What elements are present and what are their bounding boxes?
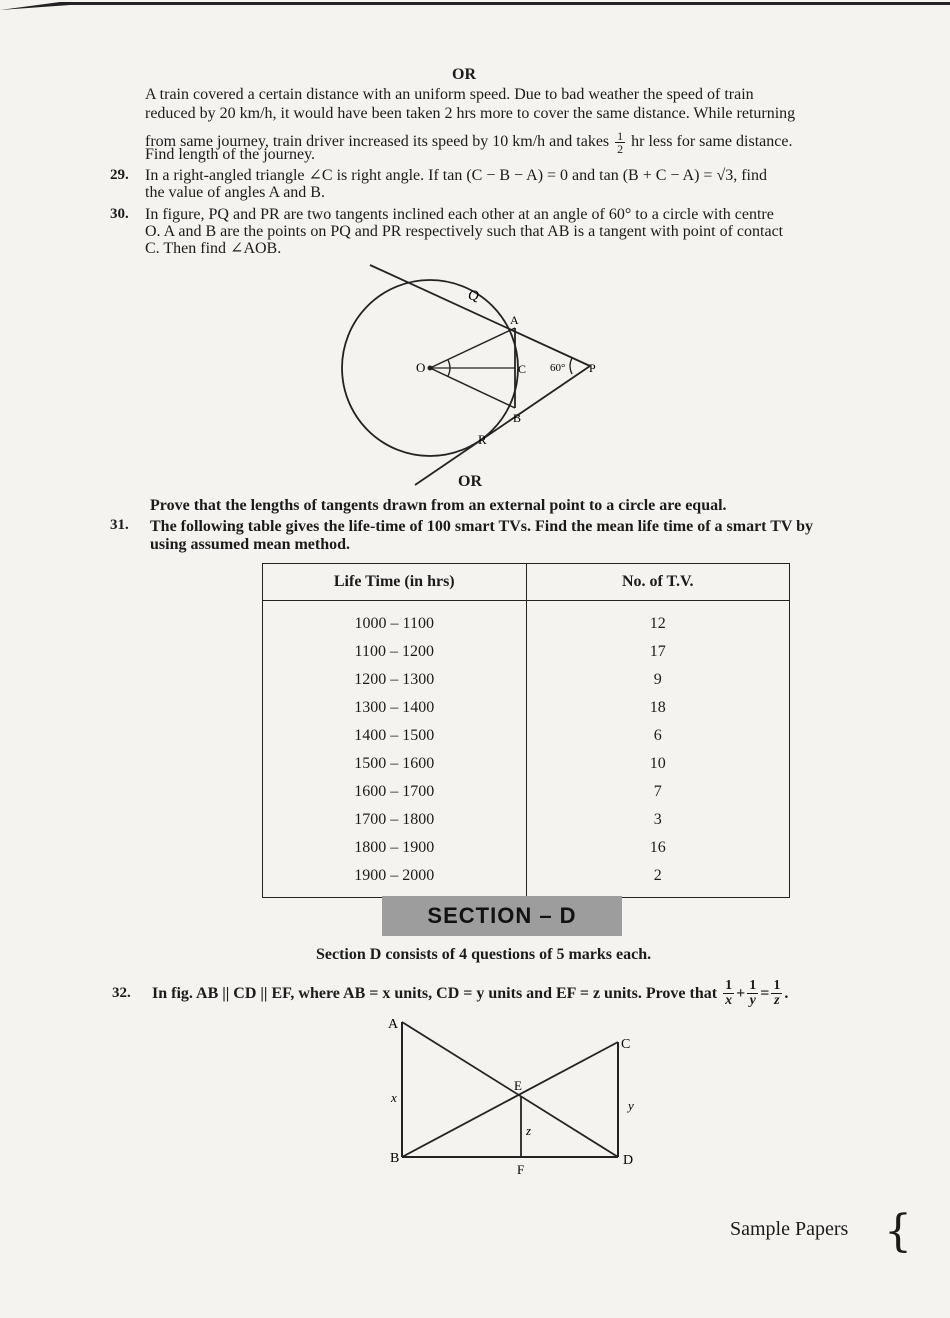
- q30-line-1: In figure, PQ and PR are two tangents inclined each other at an angle of 60° to a circle with centre: [145, 206, 774, 223]
- fraction-half: $\frac{1}{2}$: [617, 129, 624, 156]
- label-f: F: [517, 1162, 525, 1177]
- label-p: P: [589, 361, 596, 375]
- section-subtitle: Section D consists of 4 questions of 5 marks each.: [316, 946, 652, 963]
- table-row: 1800 – 1900 16: [263, 834, 790, 862]
- label-q: Q: [468, 288, 479, 304]
- table-row: 1400 – 1500 6: [263, 722, 790, 750]
- label-b: B: [513, 411, 522, 425]
- tangent-pr: [415, 366, 590, 485]
- fraction-1-x: $\frac{1}{x}$: [725, 978, 733, 1008]
- page-top-edge: [0, 0, 950, 10]
- footer-brace-icon: {: [884, 1206, 912, 1257]
- q28-line-3b: hr less for same distance.: [631, 133, 793, 151]
- q32-text: In fig. AB || CD || EF, where AB = x units, CD = y units and EF = z units. Prove that: [152, 985, 718, 1002]
- header-no-of-tv: No. of T.V.: [526, 564, 790, 601]
- q28-line-4: Find length of the journey.: [145, 146, 316, 163]
- tangent-pq: [370, 265, 590, 366]
- q31-line-1: The following table gives the life-time of 100 smart TVs. Find the mean life time of a smart TV by: [150, 518, 814, 535]
- label-e: E: [514, 1078, 522, 1093]
- table-row: 1100 – 1200 17: [263, 638, 790, 666]
- centre-dot: [428, 366, 433, 371]
- tangent-circle-figure: [340, 260, 620, 490]
- q30-number: 30.: [110, 206, 129, 222]
- table-header-row: [263, 564, 790, 601]
- label-o: O: [416, 360, 426, 375]
- label-d: D: [623, 1153, 634, 1168]
- segment-ad: [402, 1022, 618, 1157]
- segment-oa: [430, 328, 515, 368]
- life-time-table: [262, 563, 790, 898]
- table-row: 1900 – 2000 2: [263, 862, 790, 898]
- footer-sample-papers: Sample Papers: [730, 1218, 849, 1240]
- or-heading-2: OR: [458, 473, 482, 490]
- q28-line-1: A train covered a certain distance with an uniform speed. Due to bad weather the speed of train: [145, 86, 754, 103]
- q28-line-3a: from same journey, train driver increased its speed by 10 km/h and takes: [145, 133, 610, 151]
- q32-text-line: [152, 979, 788, 1008]
- q29-line-1: In a right-angled triangle ∠C is right angle. If tan (C − B − A) = 0 and tan (B + C − A) = √3, find: [145, 167, 767, 184]
- q30-line-2: O. A and B are the points on PQ and PR respectively such that AB is a tangent with point of contact: [145, 223, 784, 240]
- fraction-1-y: $\frac{1}{y}$: [749, 978, 757, 1008]
- label-x: x: [391, 1090, 397, 1105]
- table-row: 1200 – 1300 9: [263, 666, 790, 694]
- q30-or-text: Prove that the lengths of tangents drawn from an external point to a circle are equal.: [150, 497, 727, 514]
- section-d-banner: [382, 896, 622, 936]
- label-c: C: [621, 1037, 631, 1052]
- label-a: A: [388, 1017, 399, 1032]
- q32-number: 32.: [112, 985, 131, 1001]
- label-y: y: [628, 1098, 634, 1113]
- section-title: SECTION – D: [427, 903, 577, 928]
- parallel-lines-figure: [380, 1010, 650, 1180]
- label-60-degrees: 60°: [550, 362, 566, 374]
- label-a: A: [510, 313, 519, 327]
- label-b: B: [390, 1151, 400, 1166]
- table-row: 1000 – 1100 12: [263, 601, 790, 639]
- label-z: z: [526, 1123, 532, 1138]
- header-life-time: Life Time (in hrs): [263, 564, 527, 601]
- period: .: [784, 985, 789, 1002]
- fraction-1-z: $\frac{1}{z}$: [773, 978, 781, 1008]
- q30-line-3: C. Then find ∠AOB.: [145, 240, 282, 257]
- table-row: 1600 – 1700 7: [263, 778, 790, 806]
- q29-number: 29.: [110, 167, 129, 183]
- segment-ob: [430, 368, 515, 408]
- q31-line-2: using assumed mean method.: [150, 536, 351, 553]
- table-row: 1500 – 1600 10: [263, 750, 790, 778]
- q28-line-2: reduced by 20 km/h, it would have been taken 2 hrs more to cover the same distance. While returning: [145, 105, 796, 122]
- q29-line-2: the value of angles A and B.: [145, 184, 325, 201]
- q31-number: 31.: [110, 517, 129, 533]
- segment-bc: [402, 1042, 618, 1157]
- equals-sign: =: [760, 985, 770, 1002]
- plus-sign: +: [736, 985, 746, 1002]
- table-row: 1300 – 1400 18: [263, 694, 790, 722]
- label-r: R: [478, 432, 487, 447]
- angle-p-arc: [570, 358, 572, 374]
- label-c: C: [518, 362, 527, 376]
- table-row: 1700 – 1800 3: [263, 806, 790, 834]
- or-heading: OR: [452, 66, 476, 83]
